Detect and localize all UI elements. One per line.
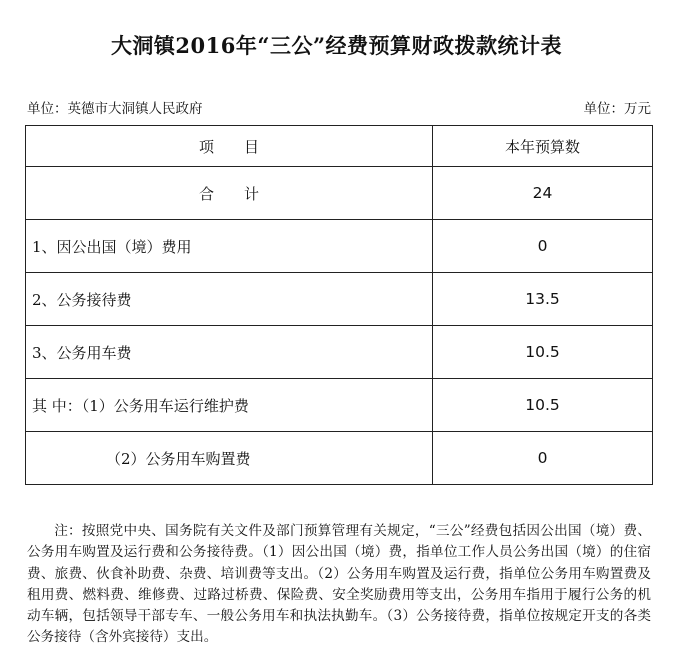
row-value: 0 [433,220,653,273]
unit-currency: 单位：万元 [583,101,651,117]
header-value: 本年预算数 [433,126,653,167]
row-item: 3、公务用车费 [26,326,433,379]
row-value: 0 [433,432,653,485]
unit-organization: 单位：英德市大洞镇人民政府 [27,101,203,117]
table-header-row [26,126,653,167]
row-value: 13.5 [433,273,653,326]
row-value: 10.5 [433,326,653,379]
header-item: 项 目 [26,126,433,167]
row-item: 2、公务接待费 [26,273,433,326]
row-value: 10.5 [433,379,653,432]
row-item: 其 中：（1）公务用车运行维护费 [26,379,433,432]
table-row [26,432,653,485]
table-row [26,273,653,326]
row-item: 合 计 [26,167,433,220]
table-row [26,326,653,379]
row-item: 1、因公出国（境）费用 [26,220,433,273]
budget-table [25,125,653,485]
row-value: 24 [433,167,653,220]
page-title: 大洞镇2016年“三公”经费预算财政拨款统计表 [110,33,563,58]
row-item: （2）公务用车购置费 [26,432,433,485]
footnote: 注：按照党中央、国务院有关文件及部门预算管理有关规定，“三公”经费包括因公出国（境）费、公务用车购置及运行费和公务接待费。（1）因公出国（境）费，指单位工作人员公务出国（境）的住宿费、旅费、伙食补助费、杂费、培训费等支出。（2）公务用车购置及运行费，指单位公务用车购置费及租用费、燃料费、维修费、过路过桥费、保险费、安全奖励费用等支出，公务用车指用于履行公务的机动车辆，包括领导干部专车、一般公务用车和执法执勤车。（3）公务接待费，指单位按规定开支的各类公务接待（含外宾接待）支出。 [27,523,651,646]
table-row [26,220,653,273]
table-row-total [26,167,653,220]
table-row [26,379,653,432]
